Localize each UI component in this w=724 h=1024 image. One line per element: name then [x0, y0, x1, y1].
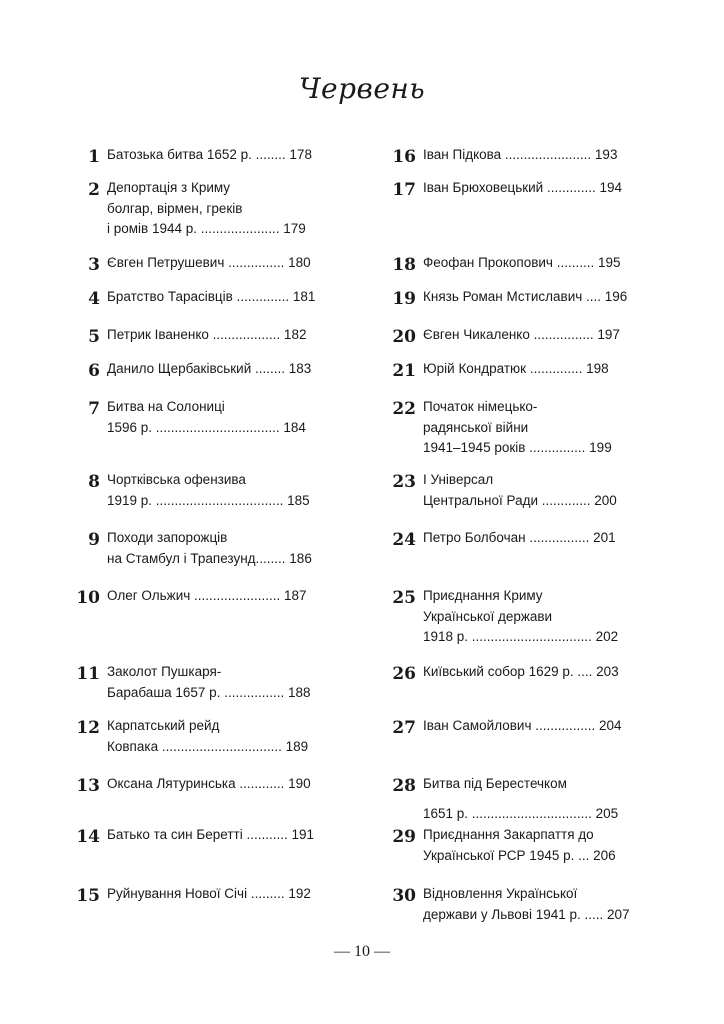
entry-number: 17 — [392, 180, 416, 200]
entry-title — [423, 774, 655, 825]
entry-title — [423, 825, 655, 866]
entry-number: 30 — [392, 886, 416, 906]
entry-line: болгар, вірмен, греків — [107, 200, 243, 216]
entry-title — [107, 325, 333, 346]
page-number: — 10 — — [334, 943, 390, 960]
entry-number: 9 — [88, 530, 100, 550]
entry-title — [107, 287, 333, 308]
entry-title — [423, 528, 655, 549]
entry-line: 1918 р. ................................ 202 — [423, 629, 619, 644]
entry-line: Братство Тарасівців .............. 181 — [107, 289, 316, 304]
entry-number: 4 — [88, 289, 100, 309]
entry-number: 20 — [392, 327, 416, 347]
entry-line: радянської війни — [423, 419, 529, 435]
entry-line: Юрій Кондратюк .............. 198 — [423, 361, 609, 376]
entry-line: Битва на Солониці — [107, 399, 225, 414]
entry-line: 1941–1945 років ............... 199 — [423, 440, 612, 455]
entry-number: 3 — [88, 255, 100, 275]
entry-title — [423, 253, 655, 274]
entry-line: Іван Підкова ....................... 193 — [423, 147, 618, 162]
entry-number: 19 — [392, 289, 416, 309]
entry-line: Іван Брюховецький ............. 194 — [423, 180, 622, 195]
entry-line: Князь Роман Мстиславич .... 196 — [423, 289, 628, 304]
entry-line: на Стамбул і Трапезунд........ 186 — [107, 550, 312, 566]
entry-title — [423, 359, 655, 380]
entry-line: Початок німецько- — [423, 399, 538, 414]
entry-number: 10 — [76, 588, 100, 608]
entry-line: Заколот Пушкаря- — [107, 664, 222, 679]
entry-line: держави у Львові 1941 р. ..... 207 — [423, 906, 630, 922]
entry-line: Євген Чикаленко ................ 197 — [423, 327, 620, 342]
entry-line: Оксана Лятуринська ............ 190 — [107, 776, 311, 791]
entry-number: 28 — [392, 776, 416, 796]
entry-line: 1651 р. ................................ 205 — [423, 806, 619, 821]
entry-number: 16 — [392, 147, 416, 167]
entry-title — [423, 178, 655, 199]
entry-title — [107, 884, 333, 905]
entry-title — [107, 586, 333, 607]
entry-title — [107, 528, 333, 569]
entry-line: Української РСР 1945 р. ... 206 — [423, 847, 616, 863]
entry-line: Битва під Берестечком — [423, 776, 567, 791]
entry-line: Центральної Ради ............. 200 — [423, 492, 617, 508]
entry-number: 13 — [76, 776, 100, 796]
entry-line: Чортківська офензива — [107, 472, 246, 487]
entry-line: Іван Самойлович ................ 204 — [423, 718, 622, 733]
entry-line: Руйнування Нової Січі ......... 192 — [107, 886, 311, 901]
entry-number: 27 — [392, 718, 416, 738]
entry-title — [107, 145, 333, 166]
entry-line: 1919 р. .................................. 185 — [107, 492, 310, 508]
entry-line: Батько та син Беретті ........... 191 — [107, 827, 314, 842]
entry-line: Батозька битва 1652 р. ........ 178 — [107, 147, 312, 162]
entry-number: 12 — [76, 718, 100, 738]
entry-number: 15 — [76, 886, 100, 906]
entry-line: Відновлення Української — [423, 886, 578, 901]
entry-line: Олег Ольжич ....................... 187 — [107, 588, 307, 603]
entry-number: 6 — [88, 361, 100, 381]
page-title: Червень — [298, 72, 426, 105]
entry-number: 23 — [392, 472, 416, 492]
entry-title — [107, 662, 333, 703]
entry-number: 2 — [88, 180, 100, 200]
entry-title — [423, 397, 655, 459]
entry-line: Київський собор 1629 р. .... 203 — [423, 664, 619, 679]
entry-line: Данило Щербаківський ........ 183 — [107, 361, 312, 376]
entry-title — [107, 178, 333, 240]
entry-title — [423, 325, 655, 346]
entry-title — [107, 825, 333, 846]
entry-line: Євген Петрушевич ............... 180 — [107, 255, 311, 270]
entry-number: 22 — [392, 399, 416, 419]
entry-title — [423, 470, 655, 511]
entry-line: Походи запорожців — [107, 530, 228, 545]
entry-line: Феофан Прокопович .......... 195 — [423, 255, 621, 270]
entry-title — [423, 287, 655, 308]
entry-number: 7 — [88, 399, 100, 419]
entry-line: Барабаша 1657 р. ................ 188 — [107, 684, 311, 700]
entry-title — [423, 586, 655, 648]
entry-line: Приєднання Закарпаття до — [423, 827, 594, 842]
entry-title — [107, 774, 333, 795]
entry-number: 18 — [392, 255, 416, 275]
entry-title — [107, 397, 333, 438]
entry-number: 21 — [392, 361, 416, 381]
entry-title — [107, 470, 333, 511]
entry-line: Депортація з Криму — [107, 180, 231, 195]
entry-line: Української держави — [423, 608, 553, 624]
entry-title — [423, 145, 655, 166]
entry-line: Приєднання Криму — [423, 588, 543, 603]
entry-line: І Універсал — [423, 472, 494, 487]
entry-number: 29 — [392, 827, 416, 847]
entry-title — [423, 662, 655, 683]
entry-line: 1596 р. ................................. 184 — [107, 419, 306, 435]
entry-line: Карпатський рейд — [107, 718, 220, 733]
entry-number: 8 — [88, 472, 100, 492]
entry-number: 26 — [392, 664, 416, 684]
entry-title — [423, 716, 655, 737]
entry-line: Петро Болбочан ................ 201 — [423, 530, 616, 545]
entry-title — [107, 253, 333, 274]
entry-number: 24 — [392, 530, 416, 550]
entry-number: 25 — [392, 588, 416, 608]
entry-title — [423, 884, 655, 925]
entry-title — [107, 359, 333, 380]
entry-number: 5 — [88, 327, 100, 347]
entry-line: Ковпака ................................ 189 — [107, 738, 309, 754]
entry-line: і ромів 1944 р. ..................... 179 — [107, 221, 306, 236]
entry-title — [107, 716, 333, 757]
entry-number: 11 — [76, 664, 100, 684]
entry-number: 14 — [76, 827, 100, 847]
entry-line: Петрик Іваненко .................. 182 — [107, 327, 307, 342]
entry-number: 1 — [88, 147, 100, 167]
